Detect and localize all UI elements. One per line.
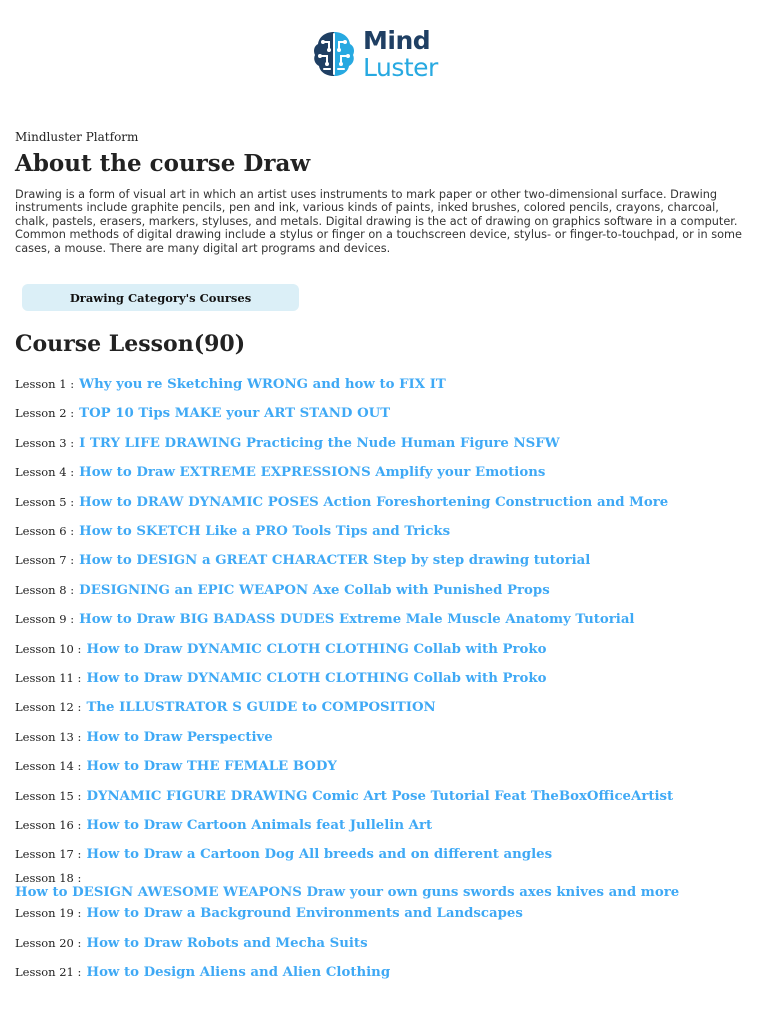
lesson-link[interactable]: How to Design Aliens and Alien Clothing: [86, 965, 391, 980]
lesson-number: Lesson 1 :: [15, 377, 75, 391]
lesson-number: Lesson 9 :: [15, 612, 75, 627]
page-title: About the course Draw: [15, 150, 311, 177]
lesson-number: Lesson 12 :: [15, 700, 82, 715]
lesson-item: [15, 491, 668, 510]
lesson-item: [15, 461, 545, 480]
lesson-item: [15, 785, 673, 804]
lesson-link[interactable]: How to Draw BIG BADASS DUDES Extreme Male Muscle Anatomy Tutorial: [79, 612, 635, 628]
lesson-item: [15, 432, 560, 451]
lesson-number: Lesson 8 :: [15, 582, 75, 597]
lesson-link[interactable]: How to Draw THE FEMALE BODY: [86, 759, 337, 775]
lesson-item: [15, 726, 273, 745]
lesson-number: Lesson 6 :: [15, 524, 75, 538]
logo-mind-text: Mind: [363, 26, 431, 55]
lesson-link[interactable]: Why you re Sketching WRONG and how to FIX IT: [79, 377, 446, 392]
lesson-number: Lesson 15 :: [15, 788, 82, 803]
lesson-number: Lesson 11 :: [15, 671, 82, 685]
lesson-link[interactable]: How to Draw Cartoon Animals feat Jullelin Art: [86, 818, 433, 833]
lesson-number: Lesson 16 :: [15, 818, 82, 832]
lesson-link[interactable]: How to Draw EXTREME EXPRESSIONS Amplify your Emotions: [79, 465, 546, 481]
lesson-link[interactable]: How to Draw Perspective: [86, 729, 273, 745]
lesson-item: [15, 579, 550, 598]
lesson-item: [15, 549, 590, 568]
lesson-item: [15, 667, 546, 686]
lesson-link[interactable]: I TRY LIFE DRAWING Practicing the Nude Human Figure NSFW: [79, 435, 560, 451]
lesson-number: Lesson 14 :: [15, 759, 82, 774]
lesson-link[interactable]: How to Draw a Background Environments and Landscapes: [86, 906, 523, 922]
lesson-item: [15, 520, 450, 539]
lesson-link[interactable]: How to Draw DYNAMIC CLOTH CLOTHING Collab with Proko: [86, 671, 547, 686]
lesson-number: Lesson 2 :: [15, 406, 75, 421]
lesson-item: [15, 696, 436, 715]
lesson-link[interactable]: How to Draw DYNAMIC CLOTH CLOTHING Collab with Proko: [86, 641, 547, 657]
lesson-item: [15, 608, 635, 627]
lesson-number: Lesson 18 :: [15, 870, 82, 885]
course-description: Drawing is a form of visual art in which an artist uses instruments to mark paper or other two-dimensional surface. Drawing instruments include graphite pencils, pen and ink, various kinds of paints, inked brushes, colored pencils, crayons, charcoal, chalk, pastels, erasers, markers, styluses, and metals. Digital drawing is the act of drawing on graphics software in a computer. Common methods of digital drawing include a stylus or finger on a touchscreen device, stylus- or finger-to-touchpad, or in some cases, a mouse. There are many digital art programs and devices.: [15, 188, 742, 255]
lesson-item: [15, 814, 432, 833]
lesson-item: [15, 902, 523, 921]
lesson-link[interactable]: DYNAMIC FIGURE DRAWING Comic Art Pose Tutorial Feat TheBoxOfficeArtist: [86, 788, 674, 804]
lesson-link[interactable]: The ILLUSTRATOR S GUIDE to COMPOSITION: [86, 700, 436, 716]
lesson-number: Lesson 3 :: [15, 435, 75, 450]
platform-label: Mindluster Platform: [15, 130, 139, 144]
lesson-item: [15, 402, 390, 421]
lesson-number: Lesson 20 :: [15, 935, 82, 950]
lesson-link[interactable]: DESIGNING an EPIC WEAPON Axe Collab with Punished Props: [79, 582, 550, 598]
category-courses-button[interactable]: Drawing Category's Courses: [22, 284, 299, 311]
lesson-number: Lesson 19 :: [15, 906, 82, 921]
lesson-item: [15, 373, 446, 392]
lesson-number: Lesson 5 :: [15, 494, 75, 509]
lesson-link[interactable]: How to Draw Robots and Mecha Suits: [86, 935, 368, 951]
lesson-link[interactable]: TOP 10 Tips MAKE your ART STAND OUT: [79, 406, 391, 422]
lesson-link[interactable]: How to Draw a Cartoon Dog All breeds and on different angles: [86, 847, 553, 863]
lesson-number: Lesson 4 :: [15, 465, 75, 480]
brain-circuit-icon: [311, 28, 357, 80]
lesson-item: [15, 638, 546, 657]
lesson-item: [15, 961, 390, 980]
mindluster-logo[interactable]: [311, 26, 461, 82]
lessons-heading: Course Lesson(90): [15, 331, 246, 357]
lesson-number: Lesson 10 :: [15, 641, 82, 656]
lesson-item: [15, 867, 679, 900]
logo-luster-text: Luster: [363, 53, 438, 82]
lesson-item: [15, 755, 337, 774]
lesson-link[interactable]: How to DESIGN AWESOME WEAPONS Draw your own guns swords axes knives and more: [15, 884, 680, 900]
lesson-item: [15, 843, 552, 862]
lesson-item: [15, 932, 368, 951]
lesson-number: Lesson 13 :: [15, 729, 82, 744]
lesson-link[interactable]: How to DRAW DYNAMIC POSES Action Foreshortening Construction and More: [79, 494, 669, 510]
lesson-link[interactable]: How to SKETCH Like a PRO Tools Tips and Tricks: [79, 524, 451, 539]
logo-wordmark: [363, 28, 438, 80]
lesson-number: Lesson 17 :: [15, 847, 82, 862]
lesson-number: Lesson 21 :: [15, 965, 82, 979]
lesson-link[interactable]: How to DESIGN a GREAT CHARACTER Step by step drawing tutorial: [79, 553, 591, 569]
lesson-number: Lesson 7 :: [15, 553, 75, 568]
